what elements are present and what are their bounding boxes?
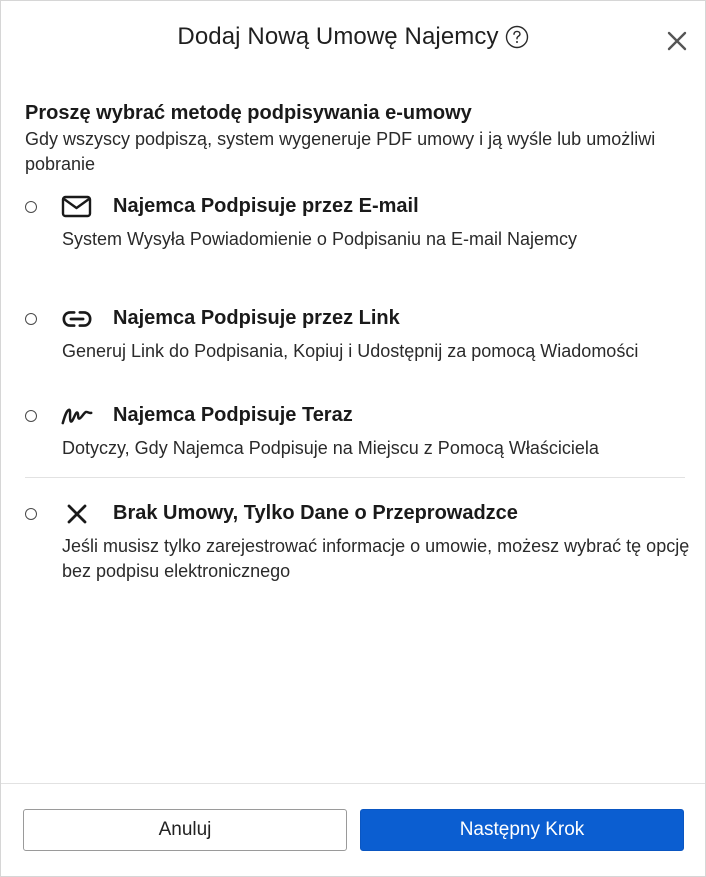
- option-description: Generuj Link do Podpisania, Kopiuj i Udostępnij za pomocą Wiadomości: [62, 341, 639, 361]
- intro-heading: Proszę wybrać metodę podpisywania e-umowy: [25, 102, 472, 124]
- option-description: Jeśli musisz tylko zarejestrować informacje o umowie, możesz wybrać tę opcję bez podpisu elektronicznego: [62, 536, 690, 581]
- footer-divider: [1, 783, 705, 784]
- question-circle-icon[interactable]: [505, 25, 529, 49]
- option-description: Dotyczy, Gdy Najemca Podpisuje na Miejscu z Pomocą Właściciela: [62, 438, 599, 458]
- signature-icon: [61, 402, 93, 430]
- option-title: Brak Umowy, Tylko Dane o Przeprowadzce: [113, 502, 518, 524]
- dialog-header: [1, 1, 705, 75]
- next-step-button[interactable]: Następny Krok: [360, 809, 684, 851]
- cancel-button[interactable]: Anuluj: [23, 809, 347, 851]
- intro-section: [25, 101, 665, 177]
- options-divider: [25, 477, 685, 478]
- link-icon: [61, 305, 93, 333]
- title-wrap: [1, 23, 705, 51]
- radio-sign-now[interactable]: [25, 410, 37, 422]
- option-description: System Wysyła Powiadomienie o Podpisaniu na E-mail Najemcy: [62, 229, 578, 249]
- x-mark-icon: [61, 500, 93, 528]
- option-title: Najemca Podpisuje przez Link: [113, 307, 400, 329]
- radio-sign-by-link[interactable]: [25, 313, 37, 325]
- close-icon[interactable]: [663, 27, 691, 55]
- intro-description: Gdy wszyscy podpiszą, system wygeneruje PDF umowy i ją wyśle lub umożliwi pobranie: [25, 129, 656, 174]
- option-title: Najemca Podpisuje Teraz: [113, 404, 353, 426]
- radio-no-agreement[interactable]: [25, 508, 37, 520]
- dialog-title: Dodaj Nową Umowę Najemcy: [177, 23, 499, 50]
- radio-sign-by-email[interactable]: [25, 201, 37, 213]
- option-title: Najemca Podpisuje przez E-mail: [113, 195, 419, 217]
- envelope-icon: [61, 193, 93, 221]
